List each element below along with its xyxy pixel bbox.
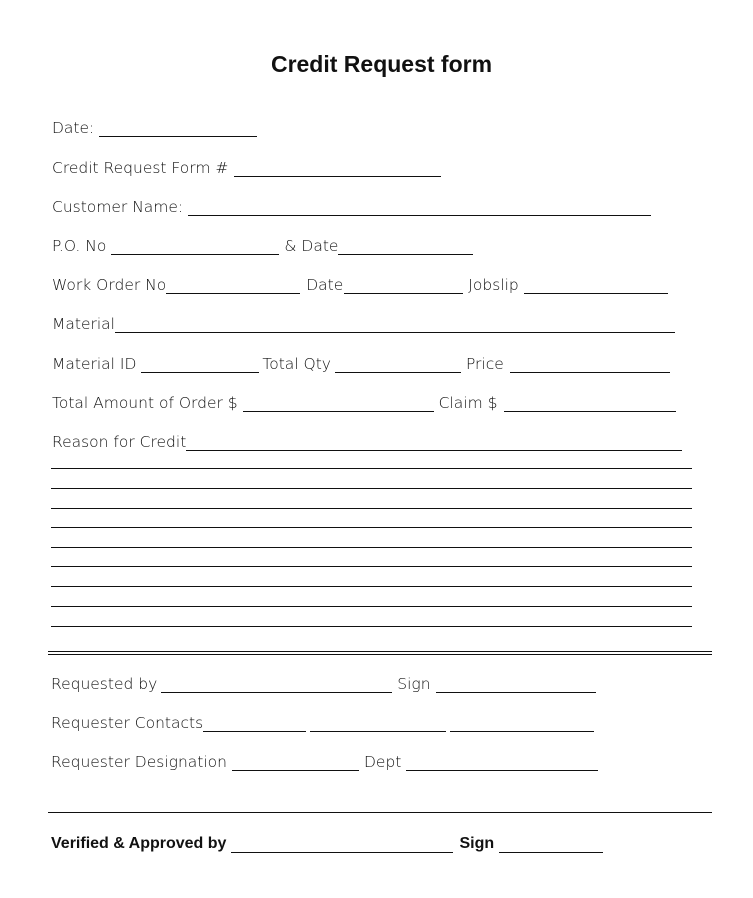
date-label: Date: (52, 119, 95, 137)
reason-row (52, 431, 682, 451)
reason-label: Reason for Credit (52, 433, 187, 451)
material-id-field[interactable] (141, 358, 259, 373)
claim-label: Claim $ (438, 394, 498, 412)
price-label: Price (465, 355, 504, 373)
requested-by-label: Requested by (51, 675, 158, 693)
approval-row (51, 833, 603, 853)
material-label: Material (52, 315, 115, 333)
contacts-field-1[interactable] (203, 717, 306, 732)
total-amount-field[interactable] (243, 397, 434, 412)
contacts-field-3[interactable] (450, 717, 594, 732)
requester-sign-field[interactable] (436, 678, 596, 693)
jobslip-label: Jobslip (468, 276, 519, 294)
section-divider (48, 651, 712, 652)
reason-line[interactable] (51, 547, 692, 548)
designation-row (51, 751, 598, 771)
section-divider (48, 654, 712, 655)
contacts-row (51, 712, 594, 732)
date-field[interactable] (99, 122, 257, 137)
form-number-label: Credit Request Form # (52, 159, 229, 177)
po-date-label: & Date (284, 237, 339, 255)
requested-by-row (51, 673, 596, 693)
claim-field[interactable] (504, 397, 676, 412)
po-number-field[interactable] (111, 240, 279, 255)
requester-designation-label: Requester Designation (51, 753, 227, 771)
approver-sign-label: Sign (459, 835, 495, 852)
work-order-field[interactable] (166, 279, 300, 294)
requested-by-field[interactable] (161, 678, 392, 693)
reason-line[interactable] (51, 527, 692, 528)
work-order-date-field[interactable] (344, 279, 463, 294)
reason-line[interactable] (51, 606, 692, 607)
reason-field[interactable] (186, 436, 682, 451)
reason-line[interactable] (51, 508, 692, 509)
customer-row (52, 196, 651, 216)
requester-contacts-label: Requester Contacts (51, 714, 204, 732)
designation-field[interactable] (232, 756, 359, 771)
reason-line[interactable] (51, 468, 692, 469)
verified-approved-field[interactable] (231, 838, 453, 853)
amount-row (52, 392, 676, 412)
date-row (52, 117, 257, 137)
work-order-row (52, 274, 668, 294)
approver-sign-field[interactable] (499, 838, 603, 853)
approval-divider (48, 812, 712, 813)
reason-line[interactable] (51, 586, 692, 587)
material-details-row (52, 353, 670, 373)
material-field[interactable] (115, 318, 675, 333)
contacts-field-2[interactable] (310, 717, 446, 732)
work-order-date-label: Date (306, 276, 344, 294)
total-qty-field[interactable] (335, 358, 461, 373)
verified-approved-label: Verified & Approved by (51, 835, 227, 852)
dept-label: Dept (363, 753, 402, 771)
material-id-label: Material ID (52, 355, 137, 373)
dept-field[interactable] (406, 756, 598, 771)
jobslip-field[interactable] (524, 279, 668, 294)
po-row (52, 235, 473, 255)
po-number-label: P.O. No (52, 237, 107, 255)
customer-name-field[interactable] (188, 201, 651, 216)
form-number-row (52, 157, 441, 177)
price-field[interactable] (510, 358, 670, 373)
customer-name-label: Customer Name: (52, 198, 184, 216)
po-date-field[interactable] (338, 240, 473, 255)
work-order-label: Work Order No (52, 276, 167, 294)
form-title: Credit Request form (270, 51, 493, 77)
reason-line[interactable] (51, 626, 692, 627)
material-row (52, 313, 675, 333)
total-qty-label: Total Qty (262, 355, 331, 373)
reason-line[interactable] (51, 566, 692, 567)
reason-line[interactable] (51, 488, 692, 489)
requester-sign-label: Sign (397, 675, 431, 693)
form-number-field[interactable] (234, 162, 441, 177)
total-amount-label: Total Amount of Order $ (52, 394, 238, 412)
